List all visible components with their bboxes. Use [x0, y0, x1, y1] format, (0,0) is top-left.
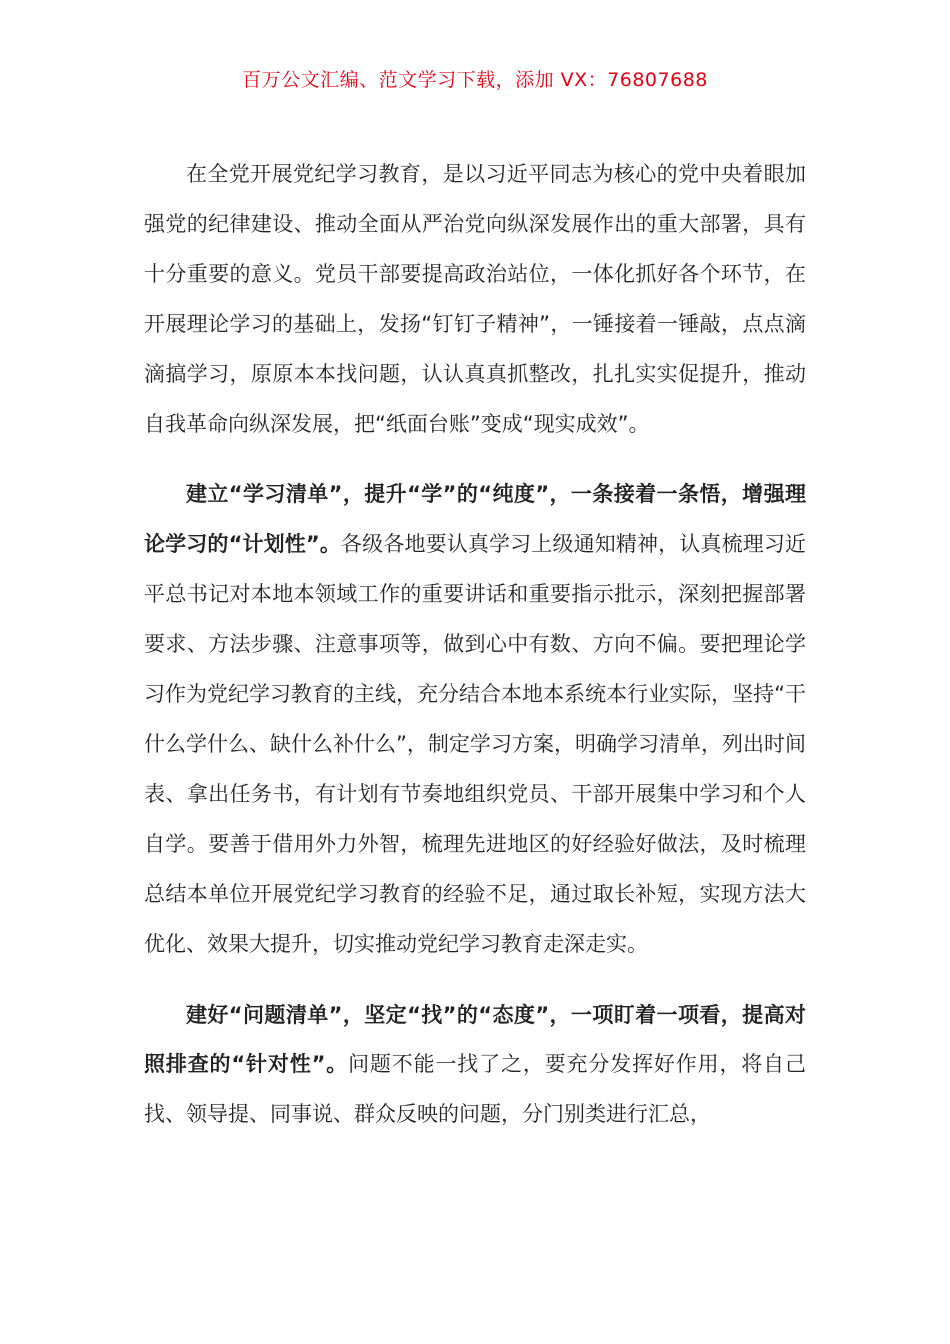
paragraph-study-list [144, 470, 806, 969]
paragraph-problem-list [144, 991, 806, 1141]
paragraph-intro [144, 150, 806, 449]
promo-header: 百万公文汇编、范文学习下载，添加 VX：76807688 [242, 69, 708, 91]
paragraph-text: 在全党开展党纪学习教育，是以习近平同志为核心的党中央着眼加强党的纪律建设、推动全面从严治党向纵深发展作出的重大部署，具有十分重要的意义。党员干部要提高政治站位，一体化抓好各个环节，在开展理论学习的基础上，发扬“钉钉子精神”，一锤接着一锤敲，点点滴滴搞学习，原原本本找问题，认认真真抓整改，扎扎实实促提升，推动自我革命向纵深发展，把“纸面台账”变成“现实成效”。 [144, 162, 806, 436]
paragraph-text: 问题不能一找了之，要充分发挥好作用，将自己找、领导提、同事说、群众反映的问题，分门别类进行汇总， [144, 1052, 807, 1127]
paragraph-text: 各级各地要认真学习上级通知精神，认真梳理习近平总书记对本地本领域工作的重要讲话和重要指示批示，深刻把握部署要求、方法步骤、注意事项等，做到心中有数、方向不偏。要把理论学习作为党纪学习教育的主线，充分结合本地本系统本行业实际，坚持“干什么学什么、缺什么补什么”，制定学习方案，明确学习清单，列出时间表、拿出任务书，有计划有节奏地组织党员、干部开展集中学习和个人自学。要善于借用外力外智，梳理先进地区的好经验好做法，及时梳理总结本单位开展党纪学习教育的经验不足，通过取长补短，实现方法大优化、效果大提升，切实推动党纪学习教育走深走实。 [144, 532, 807, 956]
document-body [144, 150, 806, 1140]
paragraph-lead: 建立“学习清单”，提升“学”的“纯度”，一条接着一条悟，增强理论学习的“计划性”。 [144, 482, 806, 557]
paragraph-lead: 建好“问题清单”，坚定“找”的“态度”，一项盯着一项看，提高对照排查的“针对性”。 [144, 1002, 806, 1077]
